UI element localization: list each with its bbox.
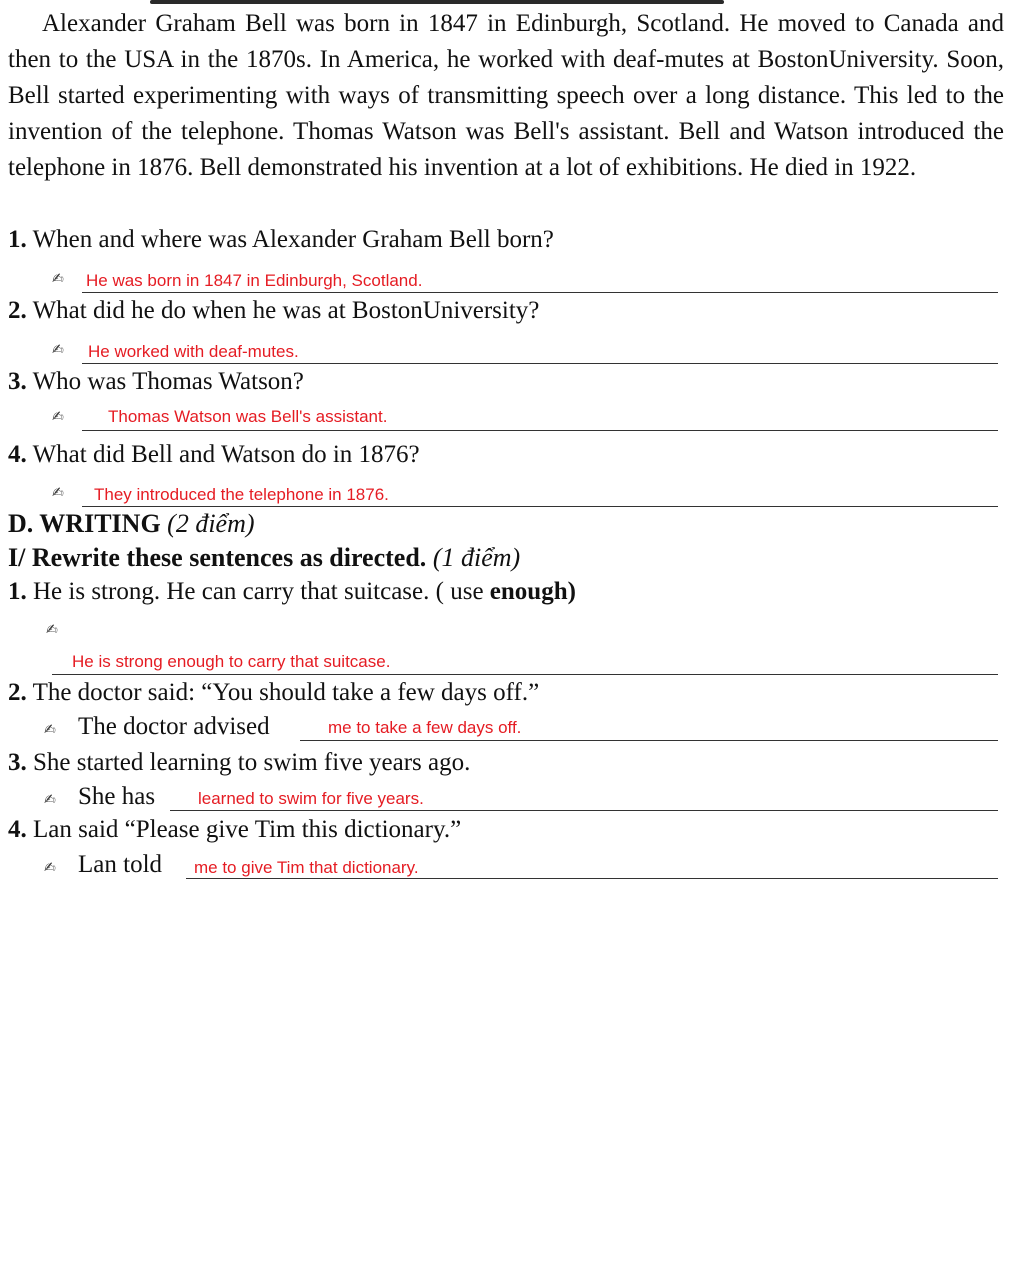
reading-answer-1: ✍ He was born in 1847 in Edinburgh, Scotland. (52, 266, 998, 296)
writing-hand-icon: ✍ (44, 860, 56, 876)
answer-underline (52, 674, 998, 675)
writing-answer-3: ✍ She has learned to swim for five years. (44, 784, 998, 814)
answer-underline (82, 292, 998, 293)
writing-question-3: 3. She started learning to swim five years ago. (8, 749, 471, 776)
reading-question-4: 4. What did Bell and Watson do in 1876? (8, 441, 420, 468)
writing-hand-icon: ✍ (44, 792, 56, 808)
writing-pen-1 (46, 617, 76, 647)
writing-hand-icon: ✍ (52, 271, 64, 287)
reading-question-2: 2. What did he do when he was at BostonUniversity? (8, 297, 540, 324)
writing-hand-icon: ✍ (44, 722, 56, 738)
reading-question-1: 1. When and where was Alexander Graham Bell born? (8, 226, 554, 253)
writing-answer-4: ✍ Lan told me to give Tim that dictionary. (44, 852, 998, 882)
reading-answer-2: ✍ He worked with deaf-mutes. (52, 337, 998, 367)
answer-underline (186, 878, 998, 879)
answer-underline (82, 430, 998, 431)
writing-question-2: 2. The doctor said: “You should take a few days off.” (8, 679, 540, 706)
writing-heading: D. WRITING (2 điểm) (8, 509, 255, 538)
answer-underline (300, 740, 998, 741)
answer-underline (170, 810, 998, 811)
section-heading: I/ Rewrite these sentences as directed. (1 điểm) (8, 543, 521, 572)
writing-hand-icon: ✍ (46, 622, 58, 638)
writing-hand-icon: ✍ (52, 485, 64, 501)
writing-question-4: 4. Lan said “Please give Tim this dictionary.” (8, 816, 462, 843)
answer-underline (82, 506, 998, 507)
reading-answer-3: ✍ Thomas Watson was Bell's assistant. (52, 404, 998, 434)
cropped-text-line (150, 0, 724, 4)
reading-answer-4: ✍ They introduced the telephone in 1876. (52, 480, 998, 510)
writing-hand-icon: ✍ (52, 342, 64, 358)
answer-underline (82, 363, 998, 364)
reading-passage: Alexander Graham Bell was born in 1847 in Edinburgh, Scotland. He moved to Canada and then to the USA in the 1870s. In America, he worked with deaf-mutes at BostonUniversity. Soon, Bell started experimenting with ways of transmitting speech over a long distance. This led to the invention of the telephone. Thomas Watson was Bell's assistant. Bell and Watson introduced the telephone in 1876. Bell demonstrated his invention at a lot of exhibitions. He died in 1922. (8, 10, 1004, 181)
writing-hand-icon: ✍ (52, 409, 64, 425)
writing-answer-1: He is strong enough to carry that suitcase. (52, 648, 998, 678)
writing-answer-2: ✍ The doctor advised me to take a few days off. (44, 714, 998, 744)
writing-question-1: 1. He is strong. He can carry that suitcase. ( use enough) (8, 578, 576, 605)
reading-question-3: 3. Who was Thomas Watson? (8, 368, 304, 395)
